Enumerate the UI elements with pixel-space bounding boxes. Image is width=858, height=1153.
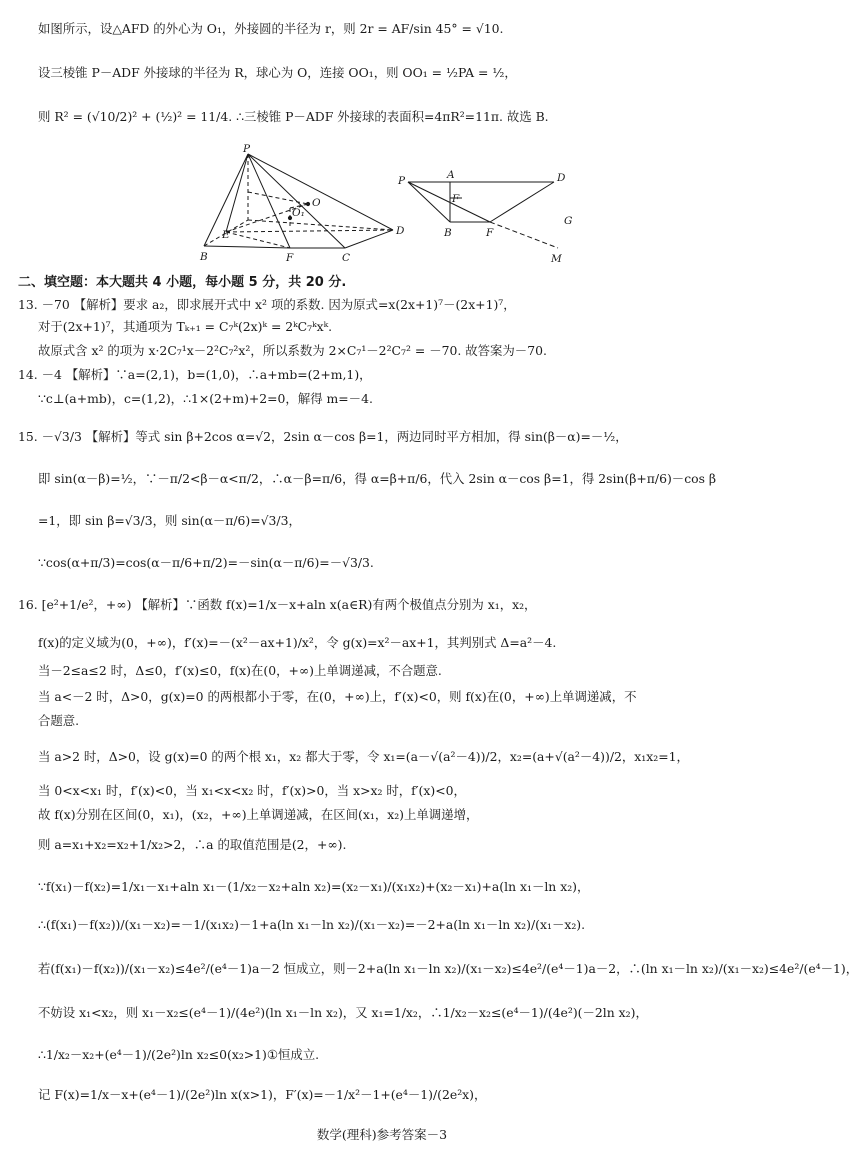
text-line: 当 a>2 时，Δ>0，设 g(x)=0 的两个根 x₁，x₂ 都大于零，令 x₁=(a－√(a²－4))/2，x₂=(a+√(a²－4))/2，x₁x₂=1， <box>38 749 689 764</box>
label-G: G <box>564 215 573 227</box>
text-line: 当－2≤a≤2 时，Δ≤0，f′(x)≤0，f(x)在(0，+∞)上单调递减，不合题意. <box>38 663 442 678</box>
text-line: 故原式含 x² 的项为 x·2C₇¹x－2²C₇²x²，所以系数为 2×C₇¹－2²C₇² = －70. 故答案为－70. <box>38 343 547 358</box>
text-line: 不妨设 x₁<x₂，则 x₁－x₂≤(e⁴－1)/(4e²)(ln x₁－ln x₂)，又 x₁=1/x₂，∴1/x₂－x₂≤(e⁴－1)/(4e²)(－2ln x₂)， <box>38 1005 648 1020</box>
label-F-upper: F <box>452 193 460 205</box>
text-line: 16. [e²+1/e²，+∞) 【解析】∵函数 f(x)=1/x－x+aln x(a∈R)有两个极值点分别为 x₁，x₂， <box>18 597 537 612</box>
label-F-lower: F <box>486 227 494 239</box>
label-D2: D <box>557 172 566 184</box>
text-line: 15. －√3/3 【解析】等式 sin β+2cos α=√2，2sin α－cos β=1，两边同时平方相加，得 sin(β－α)=－½， <box>18 429 628 444</box>
label-M: M <box>551 253 562 265</box>
label-B: B <box>200 251 208 263</box>
label-B2: B <box>444 227 452 239</box>
text-line: 当 0<x<x₁ 时，f′(x)<0，当 x₁<x<x₂ 时，f′(x)>0，当 x>x₂ 时，f′(x)<0， <box>38 783 466 798</box>
label-E: E <box>222 229 230 241</box>
geometry-figures <box>0 140 764 270</box>
text-line: 14. －4 【解析】∵a=(2,1)，b=(1,0)，∴a+mb=(2+m,1)， <box>18 367 372 382</box>
text-line: 如图所示，设△AFD 的外心为 O₁，外接圆的半径为 r，则 2r = AF/sin 45° = √10. <box>38 21 504 36</box>
label-O: O <box>312 197 321 209</box>
text-line: 13. －70 【解析】要求 a₂，即求展开式中 x² 项的系数. 因为原式=x(2x+1)⁷－(2x+1)⁷， <box>18 297 516 312</box>
text-line: ∵f(x₁)－f(x₂)=1/x₁－x₁+aln x₁－(1/x₂－x₂+aln x₂)=(x₂－x₁)/(x₁x₂)+(x₂－x₁)+a(ln x₁－ln x₂)， <box>38 879 590 894</box>
label-O1: O₁ <box>292 207 305 219</box>
section-heading: 二、填空题：本大题共 4 小题，每小题 5 分，共 20 分. <box>18 275 347 290</box>
label-F: F <box>286 252 294 264</box>
pyramid-figure <box>204 154 393 248</box>
figure-svg <box>0 140 764 270</box>
text-line: ∴1/x₂－x₂+(e⁴－1)/(2e²)ln x₂≤0(x₂>1)①恒成立. <box>38 1047 320 1062</box>
text-line: 合题意. <box>38 713 80 728</box>
text-line: ∵cos(α+π/3)=cos(α－π/6+π/2)=－sin(α－π/6)=－√3/3. <box>38 555 374 570</box>
text-line: 对于(2x+1)⁷，其通项为 Tₖ₊₁ = C₇ᵏ(2x)ᵏ = 2ᵏC₇ᵏxᵏ. <box>38 319 333 334</box>
text-line: f(x)的定义域为(0，+∞)，f′(x)=－(x²－ax+1)/x²，令 g(x)=x²－ax+1，其判别式 Δ=a²－4. <box>38 635 557 650</box>
text-line: 故 f(x)分别在区间(0，x₁)，(x₂，+∞)上单调递减，在区间(x₁，x₂)上单调递增， <box>38 807 479 822</box>
label-P2: P <box>398 175 406 187</box>
label-C: C <box>342 252 351 264</box>
text-line: 即 sin(α－β)=½，∵－π/2<β－α<π/2，∴α－β=π/6，得 α=β+π/6，代入 2sin α－cos β=1，得 2sin(β+π/6)－cos β <box>38 471 717 486</box>
text-line: 当 a<－2 时，Δ>0，g(x)=0 的两根都小于零，在(0，+∞)上，f′(x)<0，则 f(x)在(0，+∞)上单调递减，不 <box>38 689 637 704</box>
text-line: 若(f(x₁)－f(x₂))/(x₁－x₂)≤4e²/(e⁴－1)a－2 恒成立，则－2+a(ln x₁－ln x₂)/(x₁－x₂)≤4e²/(e⁴－1)a－2，∴(ln x₁－ln x₂)/(x₁－x₂)≤4e²/(e⁴－1)， <box>38 961 858 976</box>
text-line: 设三棱锥 P－ADF 外接球的半径为 R，球心为 O，连接 OO₁，则 OO₁ = ½PA = ½， <box>38 65 517 80</box>
page-footer: 数学(理科)参考答案－3 <box>316 1127 448 1142</box>
text-line: 记 F(x)=1/x－x+(e⁴－1)/(2e²)ln x(x>1)，F′(x)=－1/x²－1+(e⁴－1)/(2e²x)， <box>38 1087 487 1102</box>
text-line: ∴(f(x₁)－f(x₂))/(x₁－x₂)=－1/(x₁x₂)－1+a(ln x₁－ln x₂)/(x₁－x₂)=－2+a(ln x₁－ln x₂)/(x₁－x₂). <box>38 917 586 932</box>
text-line: 则 a=x₁+x₂=x₂+1/x₂>2，∴a 的取值范围是(2，+∞). <box>38 837 347 852</box>
label-P: P <box>243 143 251 155</box>
text-line: =1，即 sin β=√3/3，则 sin(α－π/6)=√3/3， <box>38 513 301 528</box>
label-A: A <box>447 169 455 181</box>
text-line: ∵c⊥(a+mb)，c=(1,2)，∴1×(2+m)+2=0，解得 m=－4. <box>38 391 373 406</box>
text-line: 则 R² = (√10/2)² + (½)² = 11/4. ∴三棱锥 P－ADF 外接球的表面积=4πR²=11π. 故选 B. <box>38 109 549 124</box>
label-D: D <box>396 225 405 237</box>
plane-figure <box>408 182 558 248</box>
